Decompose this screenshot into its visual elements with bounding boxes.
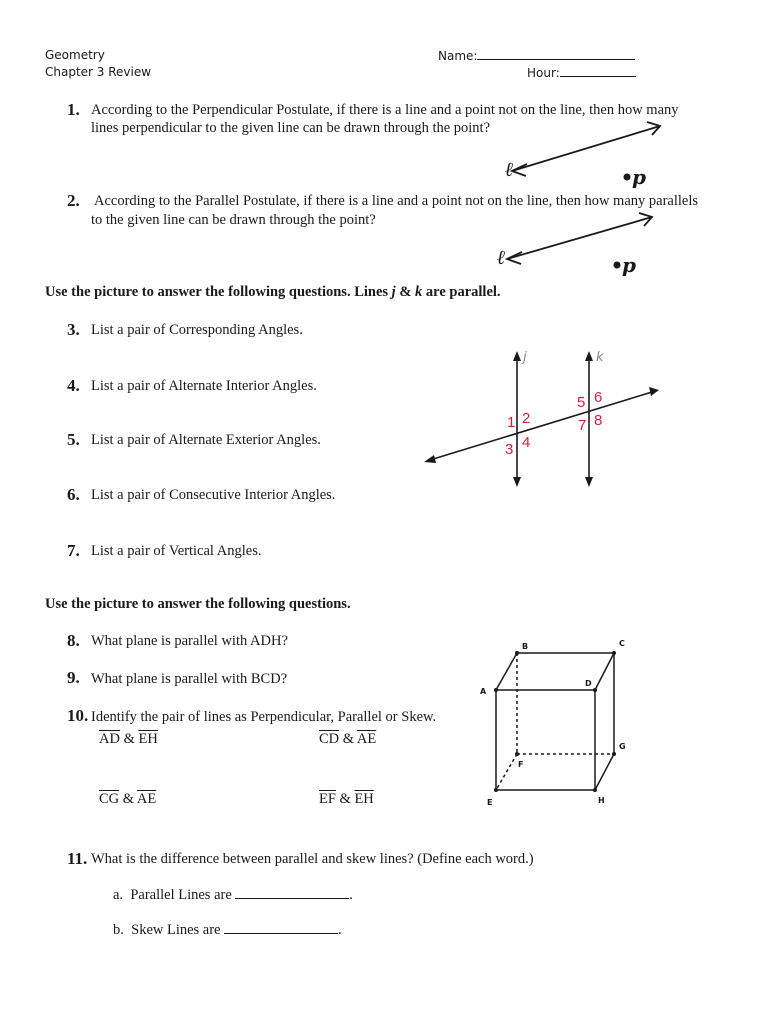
q5-number: 5. [67, 430, 80, 449]
angle-4-label: 4 [522, 434, 531, 451]
q3-text: List a pair of Corresponding Angles. [91, 322, 303, 338]
point-p-label-2: p [622, 253, 636, 277]
line-l-label-2: ℓ [497, 245, 506, 269]
q1-number: 1. [67, 100, 80, 119]
q6-text: List a pair of Consecutive Interior Angles. [91, 487, 336, 503]
cube-label-a: A [480, 687, 487, 696]
q7-number: 7. [67, 541, 80, 560]
angle-8-label: 8 [594, 412, 603, 429]
q2-line1: According to the Parallel Postulate, if there is a line and a point not on the line, then how many parallels [94, 193, 699, 209]
angle-7-label: 7 [578, 417, 587, 434]
cube-label-e: E [487, 798, 493, 807]
q8-text: What plane is parallel with ADH? [91, 633, 288, 649]
q10-pair-ad-eh: $\overline{AD}$ & $\overline{EH}$ [99, 731, 158, 747]
course-title: Geometry [45, 48, 105, 62]
q10-pair-ef-eh: $\overline{EF}$ & $\overline{EH}$ [319, 791, 374, 807]
q1-line2: lines perpendicular to the given line can be drawn through the point? [91, 120, 491, 136]
hour-label: Hour: [527, 66, 560, 80]
cube-label-b: B [522, 642, 529, 651]
section2-instruction: Use the picture to answer the following questions. [45, 596, 351, 612]
angle-1-label: 1 [507, 414, 516, 431]
q10-pair-cg-ae: $\overline{CG}$ & $\overline{AE}$ [99, 791, 157, 807]
q11-a-blank[interactable] [235, 887, 349, 899]
q2-line2: to the given line can be drawn through the point? [91, 212, 376, 228]
q2-number: 2. [67, 191, 80, 210]
section1-instruction: Use the picture to answer the following questions. Lines j & k are parallel. [45, 284, 501, 300]
q9-text: What plane is parallel with BCD? [91, 671, 288, 687]
q11-text: What is the difference between parallel and skew lines? (Define each word.) [91, 851, 534, 867]
angle-3-label: 3 [505, 441, 514, 458]
point-p-label-1: p [632, 165, 646, 189]
q11-a: a. Parallel Lines are . [113, 887, 354, 903]
q3-number: 3. [67, 320, 80, 339]
q5-text: List a pair of Alternate Exterior Angles. [91, 432, 321, 448]
q11-number: 11. [67, 849, 88, 868]
q10-pair-cd-ae: $\overline{CD}$ & $\overline{AE}$ [319, 731, 377, 747]
q7-text: List a pair of Vertical Angles. [91, 543, 262, 559]
line-k-label: k [596, 350, 604, 365]
cube-label-f: F [518, 760, 524, 769]
q4-text: List a pair of Alternate Interior Angles. [91, 378, 317, 394]
q10-number: 10. [67, 706, 89, 725]
q10-text: Identify the pair of lines as Perpendicular, Parallel or Skew. [91, 709, 437, 725]
q6-number: 6. [67, 485, 80, 504]
cube-label-c: C [619, 639, 625, 648]
cube-label-d: D [585, 679, 592, 688]
cube-label-g: G [619, 742, 626, 751]
angle-2-label: 2 [522, 410, 531, 427]
q4-number: 4. [67, 376, 80, 395]
angle-6-label: 6 [594, 389, 603, 406]
line-j-label: j [523, 350, 527, 365]
chapter-title: Chapter 3 Review [45, 65, 152, 79]
line-l-label-1: ℓ [505, 157, 514, 181]
name-label: Name: [438, 49, 478, 63]
cube-label-h: H [598, 796, 605, 805]
q11-b: b. Skew Lines are . [113, 922, 342, 938]
q9-number: 9. [67, 668, 80, 687]
q11-b-blank[interactable] [224, 922, 338, 934]
angle-5-label: 5 [577, 394, 586, 411]
q8-number: 8. [67, 631, 80, 650]
q1-line1: According to the Perpendicular Postulate, if there is a line and a point not on the line, then how many [91, 102, 679, 118]
